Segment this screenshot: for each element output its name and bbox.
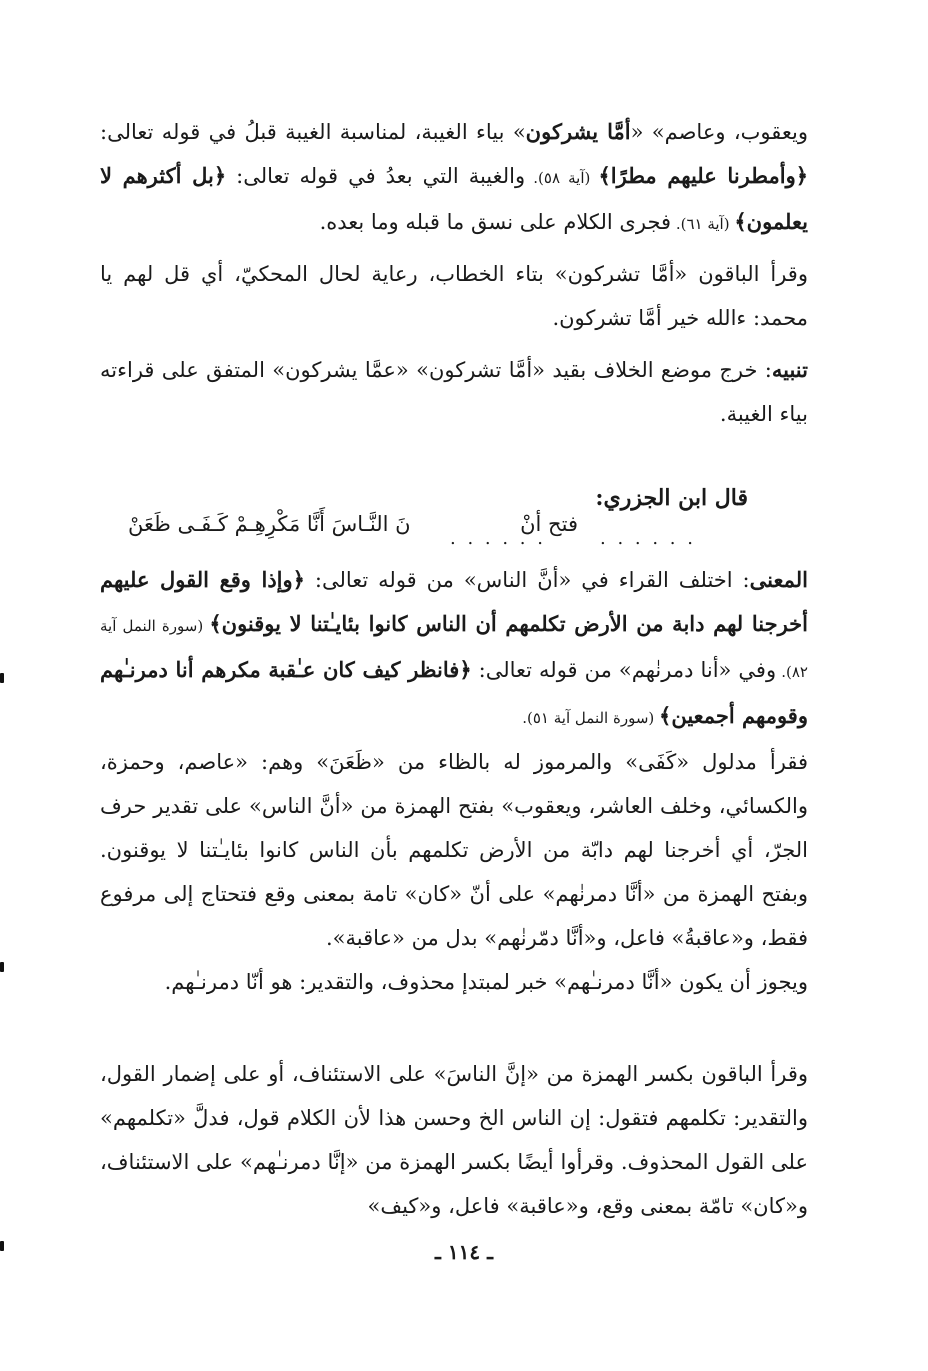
text-segment: وقرأ الباقون بكسر الهمزة من «إنَّ الناسَ» على الاستئناف، أو على إضمار القول، والتقدير: تكلمهم فتقول: إن الناس الخ وحسن هذا لأن الكلام قول، فدلَّ «تكلمهم» على القول المحذوف. وقرأوا أيضًا بكسر الهمزة من «إنَّا دمرنـٰهم» على الاستئناف، و«كان» تامّة بمعنى وقع، و«عاقبة» فاعل، و«كيف» xyxy=(100,1062,808,1218)
verse-right-part: فتح أنْ xyxy=(520,512,578,536)
paragraph-baqun-tashrikun xyxy=(100,252,808,340)
text-segment: وفي «أنا دمرنٰهم» من قوله تعالى: xyxy=(471,658,777,682)
margin-mark-2 xyxy=(0,962,4,972)
text-segment: المعنى xyxy=(749,567,808,592)
margin-mark-1 xyxy=(0,673,4,683)
text-segment: (آية ٥٨). xyxy=(525,169,599,187)
text-segment: فجرى الكلام على نسق ما قبله وما بعده. xyxy=(319,210,672,234)
text-segment: تنبيه xyxy=(771,357,808,382)
text-segment: وقرأ الباقون «أمَّا تشركون» بتاء الخطاب، رعاية لحال المحكيّ، أي قل لهم يا محمد: ءالله خير أمَّا تشركون. xyxy=(100,262,808,330)
text-segment: (آية ٦١). xyxy=(671,215,735,233)
text-segment: فقرأ مدلول «كَفَى» والمرموز له بالظاء من «ظَعَنَ» وهم: «عاصم، وحمزة، والكسائي، وخلف العاشر، ويعقوب» بفتح الهمزة من «أنَّ الناس» على تقدير حرف الجرّ، أي أخرجنا لهم دابّة من الأرض تكلمهم بأن الناس كانوا بئايـٰتنا لا يوقنون. وبفتح الهمزة من «أنَّا دمرنٰهم» على أنّ «كان» تامة بمعنى وقع فتحتاج إلى مرفوع فقط، و«عاقبةُ» فاعل، و«أنَّا دمّرنٰهم» بدل من «عاقبة». xyxy=(100,750,808,950)
text-segment: ويجوز أن يكون «أنَّا دمرنـٰهم» خبر لمبتدإ محذوف، والتقدير: هو أنّا دمرنـٰهم. xyxy=(164,970,808,994)
text-segment: : خرج موضع الخلاف بقيد «أمَّا تشركون» «عمَّا يشركون» المتفق على قراءته بياء الغيبة. xyxy=(100,358,808,426)
text-segment: » بياء الغيبة، لمناسبة الغيبة قبلُ في قوله تعالى: xyxy=(100,120,526,144)
text-segment: ﴿فانظر كيف كان عـٰقبة مكرهم أنا دمرنـٰهم وقومهم أجمعين﴾ xyxy=(100,657,808,728)
text-segment: ﴿وإذا وقع القول عليهم أخرجنا لهم دابة من الأرض تكلمهم أن الناس كانوا بئايـٰتنا لا يوقنون﴾ xyxy=(100,567,808,636)
page-number: ـ ١١٤ ـ xyxy=(435,1240,493,1264)
paragraph-baqun-kasr xyxy=(100,1052,808,1228)
text-segment: ﴿وأمطرنا عليهم مطرًا﴾ xyxy=(598,163,809,188)
text-segment: ﴿بل أكثرهم لا يعلمون﴾ xyxy=(100,163,808,234)
verse-left-part: نَ النَّـاسَ أَنَّا مَكْرِهِـمْ كَـفَـى ظَعَنْ xyxy=(128,512,411,536)
verse-dots-right: . . . . . . xyxy=(450,528,546,549)
paragraph-mana xyxy=(100,558,808,740)
text-segment: (سورة النمل آية ٥١). xyxy=(522,709,660,727)
paragraph-yaqub-asim xyxy=(100,110,808,246)
text-segment: : اختلف القراء في «أنَّ الناس» من قوله تعالى: xyxy=(304,568,750,592)
text-segment: والغيبة التي بعدُ في قوله تعالى: xyxy=(226,164,526,188)
text-segment: أمَّا يشركون xyxy=(525,119,631,144)
text-segment: ويعقوب، وعاصم» « xyxy=(630,120,808,144)
paragraph-tanbih xyxy=(100,348,808,436)
text-segment: (سورة النمل آية ٨٢). xyxy=(100,617,808,681)
paragraph-yajuz xyxy=(100,960,808,1004)
ibn-jazari-heading: قال ابن الجزري: xyxy=(595,485,748,511)
paragraph-qara-madlul xyxy=(100,740,808,960)
margin-mark-3 xyxy=(0,1241,4,1251)
verse-dots-left: . . . . . . xyxy=(600,528,696,549)
